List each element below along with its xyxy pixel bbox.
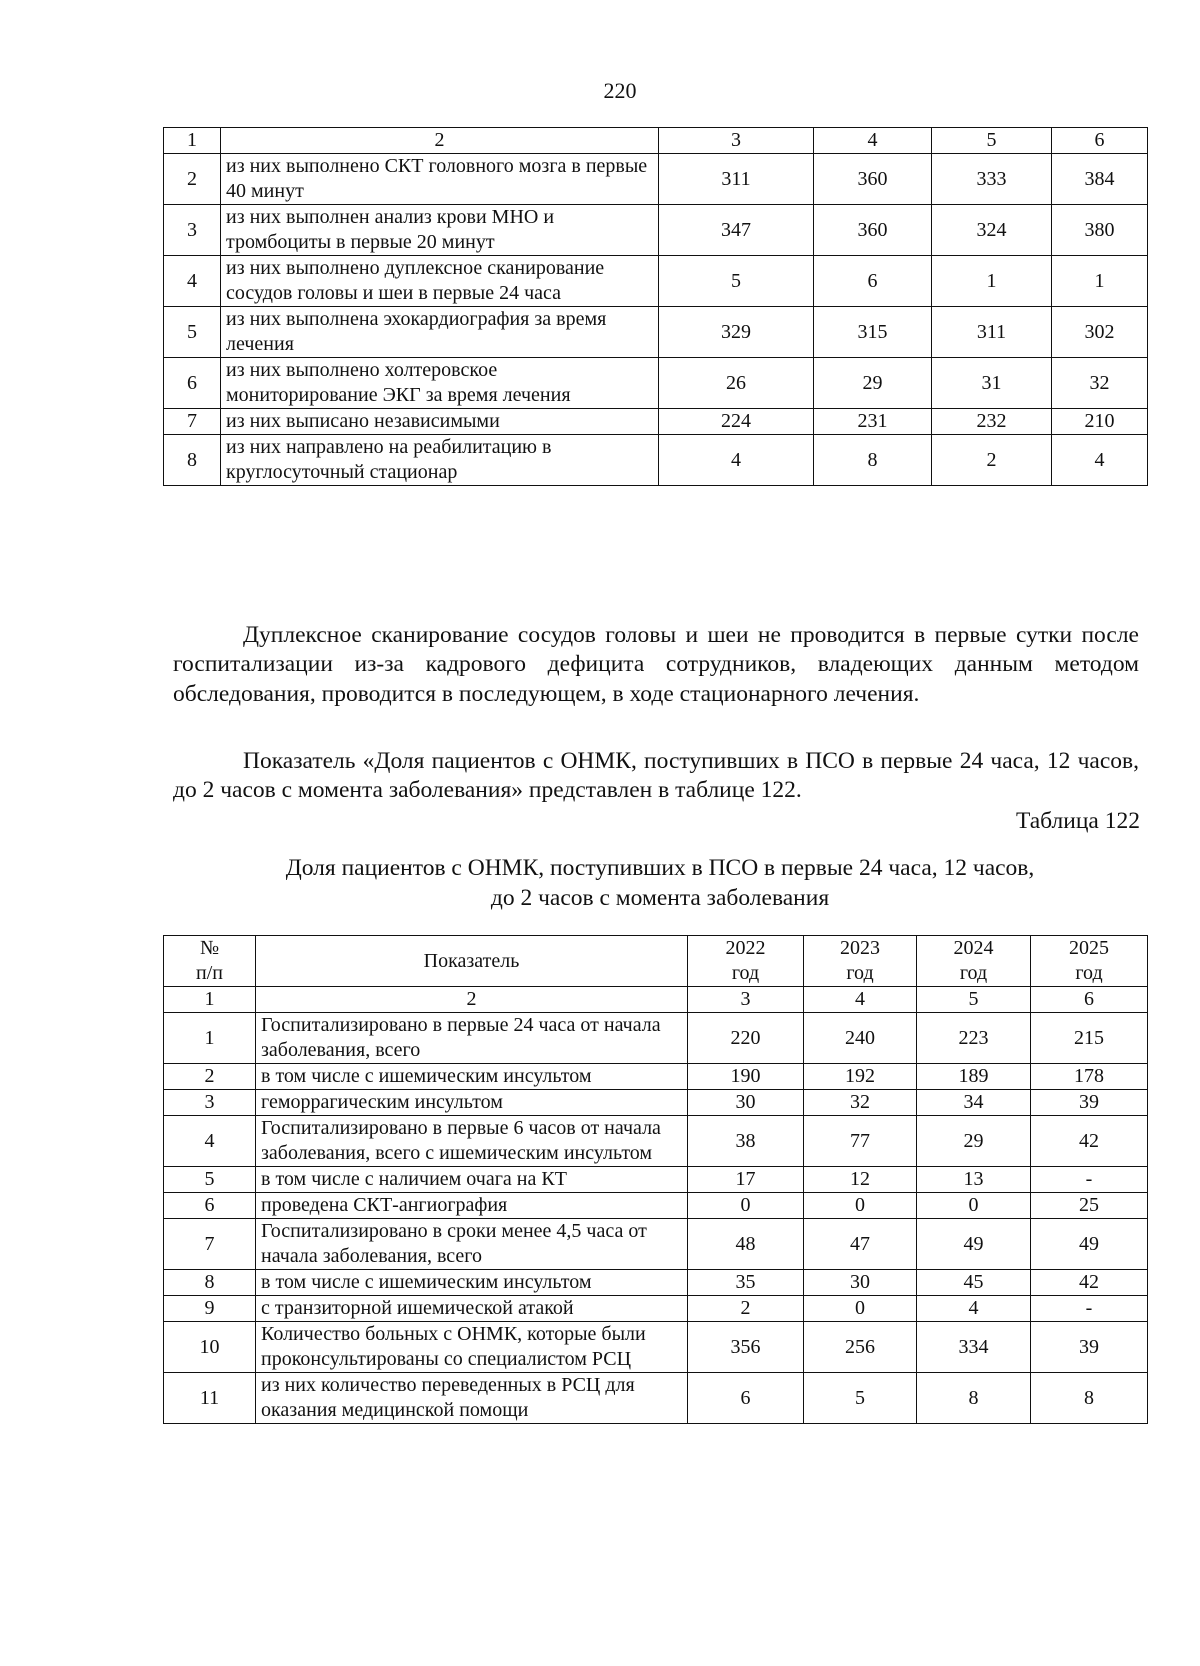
cell-value: 49 (1031, 1219, 1148, 1270)
cell-value: 4 (1052, 435, 1148, 486)
table-row (164, 1167, 1148, 1193)
cell-value: 380 (1052, 205, 1148, 256)
cell-value: 190 (688, 1064, 804, 1090)
column-number-row (164, 987, 1148, 1013)
cell-value: 38 (688, 1116, 804, 1167)
header-year-value: 2025 (1069, 937, 1109, 959)
body-paragraph: Дуплексное сканирование сосудов головы и шеи не проводится в первые сутки после госпитализации из-за кадрового дефицита сотрудников, владеющих данным методом обследования, проводится в последующем, в ходе стационарного лечения. (173, 621, 1139, 707)
cell-value: 0 (804, 1296, 917, 1322)
row-number: 9 (164, 1296, 256, 1322)
cell-value: 34 (917, 1090, 1031, 1116)
table-row (164, 1193, 1148, 1219)
cell-value: 224 (659, 409, 814, 435)
cell-value: 30 (804, 1270, 917, 1296)
row-number: 5 (164, 1167, 256, 1193)
cell-value: 220 (688, 1013, 804, 1064)
cell-value: 311 (659, 154, 814, 205)
row-label: из них выполнено дуплексное сканирование сосудов головы и шеи в первые 24 часа (221, 256, 659, 307)
column-number-row (164, 128, 1148, 154)
cell-value: 347 (659, 205, 814, 256)
table-row (164, 1064, 1148, 1090)
row-label: Госпитализировано в первые 24 часа от начала заболевания, всего (256, 1013, 688, 1064)
cell-value: 210 (1052, 409, 1148, 435)
cell-value: 32 (1052, 358, 1148, 409)
table-row (164, 358, 1148, 409)
row-label: из них выполнена эхокардиография за время лечения (221, 307, 659, 358)
header-year-value: 2024 (953, 937, 994, 959)
cell-value: 329 (659, 307, 814, 358)
table-row (164, 1219, 1148, 1270)
row-number: 7 (164, 1219, 256, 1270)
header-number-line2: п/п (196, 962, 223, 984)
header-year (688, 936, 804, 987)
row-label: в том числе с наличием очага на КТ (256, 1167, 688, 1193)
cell-value: 8 (1031, 1373, 1148, 1424)
header-year (1031, 936, 1148, 987)
row-number: 4 (164, 1116, 256, 1167)
cell-value: 334 (917, 1322, 1031, 1373)
row-label: проведена СКТ-ангиография (256, 1193, 688, 1219)
table-title-line: Доля пациентов с ОНМК, поступивших в ПСО в первые 24 часа, 12 часов, (285, 855, 1035, 881)
table-row (164, 154, 1148, 205)
header-year (917, 936, 1031, 987)
row-label: из них выполнено СКТ головного мозга в первые 40 минут (221, 154, 659, 205)
cell-value: 25 (1031, 1193, 1148, 1219)
table-row (164, 1373, 1148, 1424)
cell-value: 39 (1031, 1090, 1148, 1116)
column-number: 4 (814, 128, 932, 154)
header-year-unit: год (846, 962, 874, 984)
table-row (164, 1090, 1148, 1116)
row-label: Госпитализировано в первые 6 часов от начала заболевания, всего с ишемическим инсультом (256, 1116, 688, 1167)
column-number: 4 (804, 987, 917, 1013)
cell-value: 48 (688, 1219, 804, 1270)
header-year-unit: год (1075, 962, 1103, 984)
table-row (164, 1270, 1148, 1296)
cell-value: 12 (804, 1167, 917, 1193)
row-label: Госпитализировано в сроки менее 4,5 часа от начала заболевания, всего (256, 1219, 688, 1270)
cell-value: 42 (1031, 1270, 1148, 1296)
table-122 (163, 935, 1148, 1424)
cell-value: 6 (688, 1373, 804, 1424)
table-row (164, 307, 1148, 358)
cell-value: 324 (932, 205, 1052, 256)
cell-value: 232 (932, 409, 1052, 435)
row-label: в том числе с ишемическим инсультом (256, 1064, 688, 1090)
column-number: 3 (688, 987, 804, 1013)
table-122-body (164, 936, 1148, 1424)
row-label: из них выполнено холтеровское мониторирование ЭКГ за время лечения (221, 358, 659, 409)
cell-value: 29 (917, 1116, 1031, 1167)
cell-value: 32 (804, 1090, 917, 1116)
row-number: 6 (164, 358, 221, 409)
row-label: из них количество переведенных в РСЦ для оказания медицинской помощи (256, 1373, 688, 1424)
cell-value: 192 (804, 1064, 917, 1090)
cell-value: 240 (804, 1013, 917, 1064)
row-label: из них направлено на реабилитацию в круглосуточный стационар (221, 435, 659, 486)
cell-value: 356 (688, 1322, 804, 1373)
table-row (164, 256, 1148, 307)
cell-value: 4 (917, 1296, 1031, 1322)
table-continued-body (164, 128, 1148, 486)
header-indicator: Показатель (256, 936, 688, 987)
cell-value: 30 (688, 1090, 804, 1116)
cell-value: 29 (814, 358, 932, 409)
cell-value: - (1031, 1167, 1148, 1193)
page-number: 220 (603, 78, 637, 103)
row-number: 2 (164, 154, 221, 205)
cell-value: 360 (814, 205, 932, 256)
cell-value: 35 (688, 1270, 804, 1296)
row-number: 4 (164, 256, 221, 307)
cell-value: 45 (917, 1270, 1031, 1296)
table-title-line: до 2 часов с момента заболевания (490, 884, 830, 911)
cell-value: 231 (814, 409, 932, 435)
cell-value: 302 (1052, 307, 1148, 358)
cell-value: 0 (688, 1193, 804, 1219)
row-number: 3 (164, 205, 221, 256)
row-label: в том числе с ишемическим инсультом (256, 1270, 688, 1296)
cell-value: 31 (932, 358, 1052, 409)
row-number: 7 (164, 409, 221, 435)
column-number: 1 (164, 128, 221, 154)
cell-value: 42 (1031, 1116, 1148, 1167)
cell-value: 8 (814, 435, 932, 486)
row-number: 10 (164, 1322, 256, 1373)
column-number: 2 (256, 987, 688, 1013)
cell-value: 0 (804, 1193, 917, 1219)
column-number: 5 (917, 987, 1031, 1013)
cell-value: 0 (917, 1193, 1031, 1219)
table-row (164, 1116, 1148, 1167)
table-continued (163, 127, 1148, 486)
row-label: Количество больных с ОНМК, которые были проконсультированы со специалистом РСЦ (256, 1322, 688, 1373)
row-label: геморрагическим инсультом (256, 1090, 688, 1116)
row-number: 1 (164, 1013, 256, 1064)
row-label: из них выполнен анализ крови МНО и тромбоциты в первые 20 минут (221, 205, 659, 256)
cell-value: 5 (659, 256, 814, 307)
cell-value: 223 (917, 1013, 1031, 1064)
table-row (164, 1322, 1148, 1373)
row-number: 5 (164, 307, 221, 358)
header-year-value: 2022 (725, 937, 766, 959)
column-number: 6 (1052, 128, 1148, 154)
header-row (164, 936, 1148, 987)
cell-value: 333 (932, 154, 1052, 205)
cell-value: 256 (804, 1322, 917, 1373)
column-number: 1 (164, 987, 256, 1013)
cell-value: - (1031, 1296, 1148, 1322)
row-number: 6 (164, 1193, 256, 1219)
cell-value: 178 (1031, 1064, 1148, 1090)
column-number: 6 (1031, 987, 1148, 1013)
cell-value: 315 (814, 307, 932, 358)
cell-value: 2 (932, 435, 1052, 486)
cell-value: 6 (814, 256, 932, 307)
row-label: из них выписано независимыми (221, 409, 659, 435)
column-number: 5 (932, 128, 1052, 154)
cell-value: 13 (917, 1167, 1031, 1193)
cell-value: 311 (932, 307, 1052, 358)
cell-value: 1 (1052, 256, 1148, 307)
body-paragraph: Показатель «Доля пациентов с ОНМК, поступивших в ПСО в первые 24 часа, 12 часов, до 2 часов с момента заболевания» представлен в таблице 122. (173, 747, 1139, 803)
column-number: 2 (221, 128, 659, 154)
cell-value: 360 (814, 154, 932, 205)
row-number: 3 (164, 1090, 256, 1116)
row-number: 11 (164, 1373, 256, 1424)
cell-value: 2 (688, 1296, 804, 1322)
header-year-unit: год (959, 962, 988, 984)
cell-value: 4 (659, 435, 814, 486)
row-number: 2 (164, 1064, 256, 1090)
header-number (164, 936, 256, 987)
row-number: 8 (164, 435, 221, 486)
row-label: с транзиторной ишемической атакой (256, 1296, 688, 1322)
header-year-unit: год (731, 962, 760, 984)
cell-value: 77 (804, 1116, 917, 1167)
table-row (164, 1296, 1148, 1322)
cell-value: 8 (917, 1373, 1031, 1424)
header-number-line1: № (199, 937, 220, 959)
cell-value: 39 (1031, 1322, 1148, 1373)
cell-value: 26 (659, 358, 814, 409)
table-row (164, 435, 1148, 486)
cell-value: 189 (917, 1064, 1031, 1090)
header-year-value: 2023 (840, 937, 880, 959)
cell-value: 49 (917, 1219, 1031, 1270)
row-number: 8 (164, 1270, 256, 1296)
table-row (164, 205, 1148, 256)
cell-value: 1 (932, 256, 1052, 307)
cell-value: 17 (688, 1167, 804, 1193)
cell-value: 215 (1031, 1013, 1148, 1064)
header-year (804, 936, 917, 987)
column-number: 3 (659, 128, 814, 154)
table-row (164, 409, 1148, 435)
cell-value: 5 (804, 1373, 917, 1424)
table-row (164, 1013, 1148, 1064)
cell-value: 47 (804, 1219, 917, 1270)
table-title (170, 854, 1150, 913)
cell-value: 384 (1052, 154, 1148, 205)
table-label: Таблица 122 (1015, 808, 1140, 834)
